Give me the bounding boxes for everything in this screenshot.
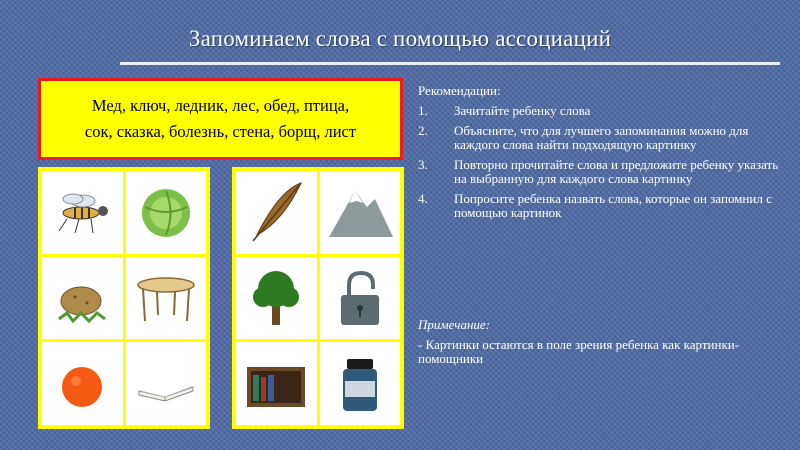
list-item bbox=[418, 158, 788, 186]
item-text: Зачитайте ребенку слова bbox=[454, 103, 591, 118]
word-list-line-2: сок, сказка, болезнь, стена, борщ, лист bbox=[84, 122, 357, 141]
title-underline bbox=[120, 62, 780, 65]
picture-grid-left bbox=[38, 167, 210, 429]
item-number: 2. bbox=[418, 123, 428, 138]
medicine-jar-icon bbox=[323, 349, 397, 419]
picture-cell bbox=[126, 257, 207, 340]
item-number: 4. bbox=[418, 191, 428, 206]
cabbage-icon bbox=[129, 177, 203, 247]
list-item bbox=[418, 192, 788, 220]
orange-icon bbox=[45, 349, 119, 419]
note-text: - Картинки остаются в поле зрения ребенка как картинки-помощники bbox=[418, 337, 740, 366]
picture-cell bbox=[42, 171, 123, 254]
book-icon bbox=[129, 349, 203, 419]
picture-cell bbox=[42, 257, 123, 340]
mountain-icon bbox=[323, 177, 397, 247]
bee-icon bbox=[45, 177, 119, 247]
picture-cell bbox=[236, 257, 317, 340]
recommendations bbox=[418, 84, 788, 226]
note-section bbox=[418, 318, 788, 366]
picture-cell bbox=[42, 342, 123, 425]
note-heading: Примечание: bbox=[418, 317, 491, 332]
list-item bbox=[418, 124, 788, 152]
feather-icon bbox=[239, 177, 313, 247]
picture-cell bbox=[126, 342, 207, 425]
item-number: 1. bbox=[418, 103, 428, 118]
picture-cell bbox=[320, 342, 401, 425]
item-number: 3. bbox=[418, 157, 428, 172]
tree-icon bbox=[239, 263, 313, 333]
padlock-icon bbox=[323, 263, 397, 333]
table-icon bbox=[129, 263, 203, 333]
list-item bbox=[418, 104, 788, 118]
picture-grid-right bbox=[232, 167, 404, 429]
picture-cell bbox=[320, 171, 401, 254]
item-text: Повторно прочитайте слова и предложите ребенку указать на выбранную для каждого слова картинку bbox=[454, 157, 779, 186]
picture-cell bbox=[320, 257, 401, 340]
word-list-box bbox=[38, 78, 403, 160]
picture-cell bbox=[236, 171, 317, 254]
word-list-line-1: Мед, ключ, ледник, лес, обед, птица, bbox=[91, 96, 350, 115]
item-text: Объясните, что для лучшего запоминания можно для каждого слова найти подходящую картинку bbox=[454, 123, 749, 152]
recommendations-heading: Рекомендации: bbox=[418, 83, 501, 98]
picture-cell bbox=[236, 342, 317, 425]
page-title: Запоминаем слова с помощью ассоциаций bbox=[188, 26, 612, 51]
recommendations-list bbox=[418, 104, 788, 220]
bookshelf-icon bbox=[239, 349, 313, 419]
picture-cell bbox=[126, 171, 207, 254]
item-text: Попросите ребенка назвать слова, которые он запомнил с помощью картинок bbox=[454, 191, 772, 220]
potato-icon bbox=[45, 263, 119, 333]
